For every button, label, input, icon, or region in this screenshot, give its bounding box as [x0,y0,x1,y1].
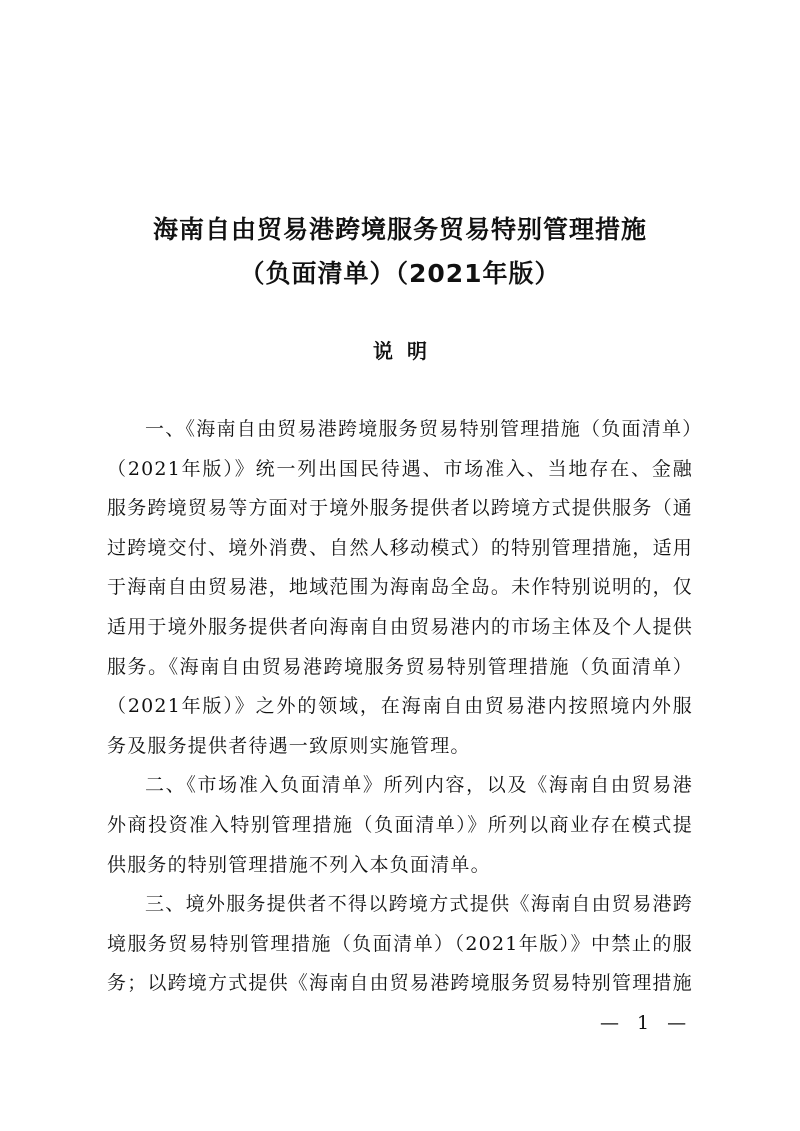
paragraph-2: 二、《市场准入负面清单》所列内容，以及《海南自由贸易港外商投资准入特别管理措施（负面清单）》所列以商业存在模式提供服务的特别管理措施不列入本负面清单。 [107,774,693,876]
section-heading: 说明 [373,339,441,363]
title-line-1: 海南自由贸易港跨境服务贸易特别管理措施 [152,215,647,244]
document-body [107,410,693,1004]
paragraph-3: 三、境外服务提供者不得以跨境方式提供《海南自由贸易港跨境服务贸易特别管理措施（负面清单）（2021年版）》中禁止的服务；以跨境方式提供《海南自由贸易港跨境服务贸易特别管理措施 [107,893,693,995]
title-line-2: （负面清单）（2021年版） [239,259,561,288]
document-title [0,208,800,296]
page-number: — 1 — [600,1012,693,1034]
paragraph-1: 一、《海南自由贸易港跨境服务贸易特别管理措施（负面清单）（2021年版）》统一列出国民待遇、市场准入、当地存在、金融服务跨境贸易等方面对于境外服务提供者以跨境方式提供服务（通过跨境交付、境外消费、自然人移动模式）的特别管理措施，适用于海南自由贸易港，地域范围为海南岛全岛。未作特别说明的，仅适用于境外服务提供者向海南自由贸易港内的市场主体及个人提供服务。《海南自由贸易港跨境服务贸易特别管理措施（负面清单）（2021年版）》之外的领域，在海南自由贸易港内按照境内外服务及服务提供者待遇一致原则实施管理。 [107,418,693,757]
